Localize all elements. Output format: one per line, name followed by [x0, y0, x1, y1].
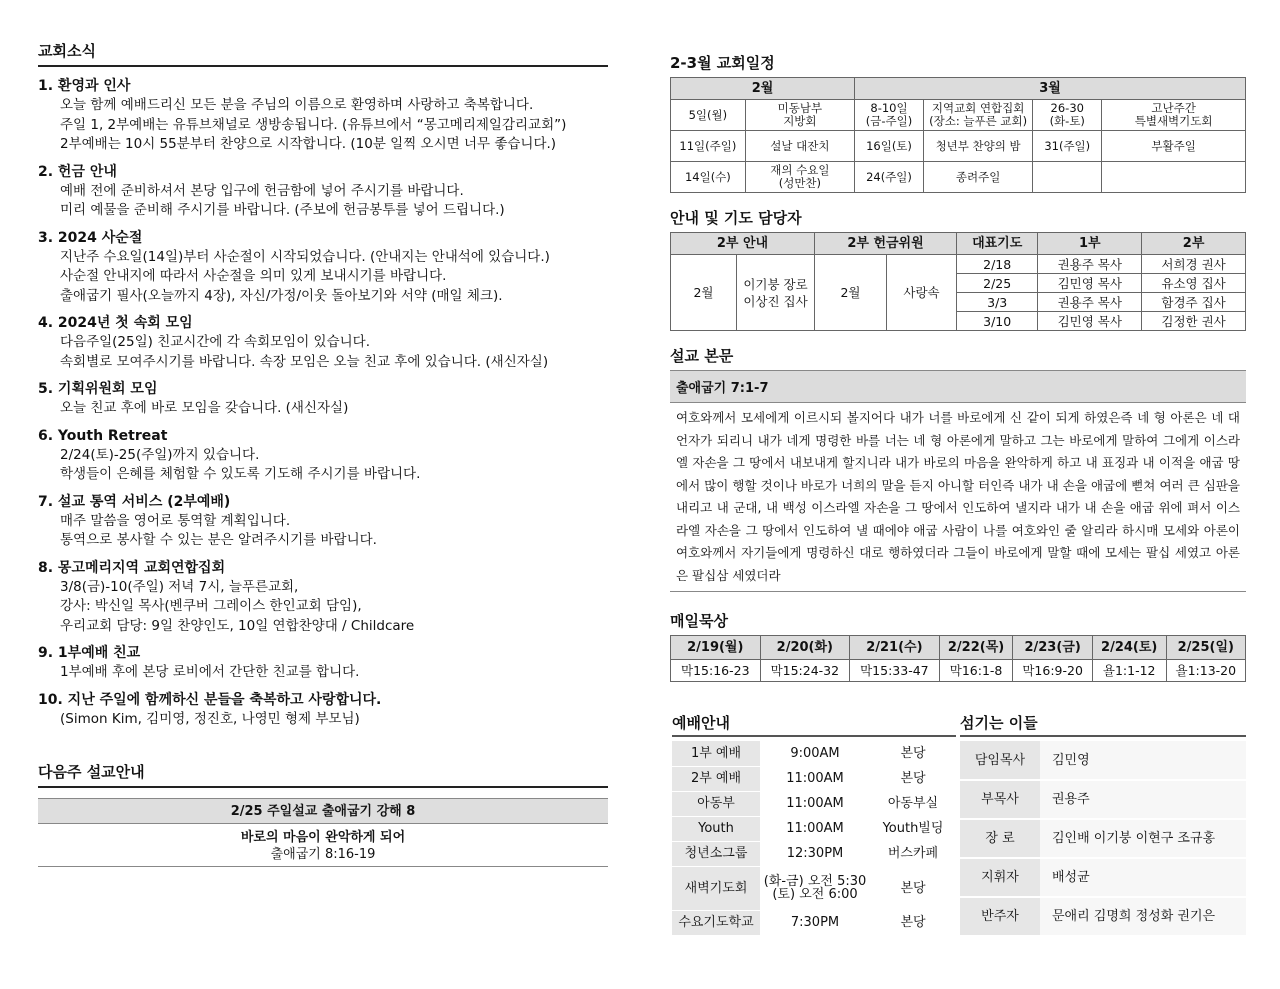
notice-heading: 1. 환영과 인사 — [38, 78, 131, 94]
daily-passage: 막15:33-47 — [850, 660, 940, 682]
duty-header-offering: 2부 헌금위원 — [815, 233, 957, 255]
server-row — [960, 858, 1246, 897]
worship-cell: 수요기도학교 — [672, 910, 760, 935]
schedule-cell: 11일(주일) — [671, 131, 746, 162]
notice-item — [38, 691, 608, 730]
server-names: 권용주 — [1040, 780, 1246, 819]
notice-line: 주일 1, 2부예배는 유튜브채널로 생방송됩니다. (유튜브에서 “몽고메리제일감리교회”) — [60, 116, 567, 133]
duty-row — [671, 255, 1246, 274]
duty-cell: 김정한 권사 — [1142, 312, 1246, 331]
duty-offering-month: 2월 — [815, 255, 887, 331]
servers-section — [960, 712, 1246, 937]
notice-line: 2/24(토)-25(주일)까지 있습니다. — [60, 446, 260, 463]
duty-table — [670, 232, 1246, 331]
schedule-cell: 종려주일 — [924, 162, 1033, 193]
duty-guide-names: 이기붕 장로 이상진 집사 — [737, 255, 815, 331]
notice-line: 오늘 함께 예배드리신 모든 분을 주님의 이름으로 환영하며 사랑하고 축복합니다. — [60, 97, 534, 113]
server-row — [960, 741, 1246, 780]
notice-line: 출애굽기 필사(오늘까지 4장), 자신/가정/이웃 돌아보기와 서약 (매일 체크). — [60, 287, 503, 304]
schedule-cell: 재의 수요일 (성만찬) — [745, 162, 854, 193]
schedule-cell: 31(주일) — [1033, 131, 1102, 162]
notice-heading: 2. 헌금 안내 — [38, 163, 117, 180]
schedule-cell: 부활주일 — [1102, 131, 1246, 162]
duty-offering-names: 사랑속 — [887, 255, 957, 331]
notice-heading: 7. 설교 통역 서비스 (2부예배) — [38, 493, 231, 510]
notice-item — [38, 493, 608, 551]
worship-cell: 본당 — [870, 866, 956, 910]
duty-header-first: 1부 — [1038, 233, 1142, 255]
server-role: 지휘자 — [960, 858, 1040, 897]
worship-cell: 1부 예배 — [672, 741, 760, 766]
next-sermon-title: 다음주 설교안내 — [38, 761, 608, 788]
duty-guide-month: 2월 — [671, 255, 737, 331]
worship-row — [672, 766, 956, 791]
server-names: 김인배 이기붕 이현구 조규홍 — [1040, 819, 1246, 858]
notice-item — [38, 163, 608, 221]
worship-row — [672, 791, 956, 816]
sermon-text: 여호와께서 모세에게 이르시되 볼지어다 내가 너를 바로에게 신 같이 되게 하였은즉 네 형 아론은 네 대언자가 되리니 내가 네게 명령한 바를 너는 네 형 아론에게 말하고 그는 바로에게 말하여 그에게 이스라엘 자손을 그 땅에서 내보내게 할지니라 내가 바로의 마음을 완악하게 하고 내 표징과 내 이적을 애굽 땅에서 많이 행할 것이나 바로가 너희의 말을 듣지 아니할 터인즉 내가 내 손을 애굽에 뻗쳐 여러 큰 심판을 내리고 내 군대, 내 백성 이스라엘 자손을 그 땅에서 인도하여 낼지라 내가 내 손을 애굽 위에 펴서 이스라엘 자손을 그 땅에서 인도하여 낼 때에야 애굽 사람이 나를 여호와인 줄 알리라 하시매 모세와 아론이 여호와께서 자기들에게 명령하신 대로 행하였더라 그들이 바로에게 말할 때에 모세는 팔십 세였고 아론은 팔십삼 세였더라 — [670, 403, 1246, 592]
next-sermon-header: 2/25 주일설교 출애굽기 강해 8 — [38, 798, 608, 824]
notices-title: 교회소식 — [38, 40, 608, 67]
notice-heading: 5. 기획위원회 모임 — [38, 381, 158, 397]
notice-line: 오늘 친교 후에 바로 모임을 갖습니다. (새신자실) — [60, 400, 349, 416]
server-role: 반주자 — [960, 897, 1040, 936]
notice-line: 지난주 수요일(14일)부터 사순절이 시작되었습니다. (안내지는 안내석에 있습니다.) — [60, 248, 550, 265]
schedule-cell — [1102, 162, 1246, 193]
duty-header-second: 2부 — [1142, 233, 1246, 255]
schedule-row — [671, 100, 1246, 131]
notice-item — [38, 380, 608, 419]
notice-line: 예배 전에 준비하셔서 본당 입구에 헌금함에 넣어 주시기를 바랍니다. — [60, 182, 464, 199]
duty-header-guide: 2부 안내 — [671, 233, 815, 255]
duty-cell: 유소영 집사 — [1142, 274, 1246, 293]
notice-line: 사순절 안내지에 따라서 사순절을 의미 있게 보내시기를 바랍니다. — [60, 268, 447, 284]
next-sermon-passage: 출애굽기 8:16-19 — [270, 847, 376, 862]
notice-item — [38, 644, 608, 683]
notice-item — [38, 427, 608, 485]
daily-table — [670, 635, 1246, 682]
server-role: 부목사 — [960, 780, 1040, 819]
notice-line: 매주 말씀을 영어로 통역할 계획입니다. — [60, 512, 291, 529]
notice-item — [38, 77, 608, 155]
worship-cell: 본당 — [870, 910, 956, 935]
worship-cell: 11:00AM — [760, 791, 870, 816]
daily-date: 2/21(수) — [850, 636, 940, 660]
schedule-cell: 미동남부 지방회 — [745, 100, 854, 131]
duty-cell: 3/10 — [957, 312, 1038, 331]
daily-date: 2/19(월) — [671, 636, 761, 660]
worship-title: 예배안내 — [672, 712, 956, 737]
server-role: 담임목사 — [960, 741, 1040, 780]
worship-row — [672, 910, 956, 935]
worship-cell: 청년소그룹 — [672, 841, 760, 866]
daily-date: 2/23(금) — [1013, 636, 1092, 660]
next-sermon-name: 바로의 마음이 완악하게 되어 — [240, 830, 406, 845]
notice-line: 1부예배 후에 본당 로비에서 간단한 친교를 합니다. — [60, 664, 360, 680]
worship-cell: (화-금) 오전 5:30 (토) 오전 6:00 — [760, 866, 870, 910]
notice-heading: 6. Youth Retreat — [38, 427, 168, 444]
daily-passage: 막16:9-20 — [1013, 660, 1092, 682]
duty-cell: 3/3 — [957, 293, 1038, 312]
notice-line: 우리교회 담당: 9일 찬양인도, 10일 연합찬양대 / Childcare — [60, 617, 415, 634]
daily-passage: 욜1:1-12 — [1092, 660, 1166, 682]
duty-cell: 권용주 목사 — [1038, 255, 1142, 274]
notice-item — [38, 559, 608, 637]
next-sermon-body — [38, 824, 608, 867]
server-names: 문애리 김명희 정성화 권기은 — [1040, 897, 1246, 936]
schedule-mar-header: 3월 — [855, 78, 1246, 100]
daily-passage: 막15:24-32 — [760, 660, 850, 682]
server-names: 김민영 — [1040, 741, 1246, 780]
worship-row — [672, 841, 956, 866]
worship-row — [672, 866, 956, 910]
daily-passage: 막15:16-23 — [671, 660, 761, 682]
worship-cell: 12:30PM — [760, 841, 870, 866]
schedule-row — [671, 131, 1246, 162]
schedule-cell: 청년부 찬양의 밤 — [924, 131, 1033, 162]
worship-row — [672, 816, 956, 841]
notice-heading: 8. 몽고메리지역 교회연합집회 — [38, 559, 226, 576]
notice-item — [38, 314, 608, 372]
schedule-cell: 지역교회 연합집회 (장소: 늘푸른 교회) — [924, 100, 1033, 131]
notice-line: 2부예배는 10시 55분부터 찬양으로 시작합니다. (10분 일찍 오시면 너무 좋습니다.) — [60, 136, 557, 152]
worship-cell: 9:00AM — [760, 741, 870, 766]
schedule-cell: 14일(수) — [671, 162, 746, 193]
schedule-cell — [1033, 162, 1102, 193]
daily-title: 매일묵상 — [670, 612, 728, 630]
duty-cell: 김민영 목사 — [1038, 312, 1142, 331]
notice-heading: 3. 2024 사순절 — [38, 229, 143, 246]
duty-cell: 김민영 목사 — [1038, 274, 1142, 293]
sermon-title: 설교 본문 — [670, 347, 734, 365]
notice-line: (Simon Kim, 김미영, 정진호, 나영민 형제 부모님) — [60, 710, 360, 727]
server-row — [960, 819, 1246, 858]
daily-passage: 욜1:13-20 — [1166, 660, 1245, 682]
schedule-cell: 24(주일) — [855, 162, 924, 193]
duty-cell: 2/25 — [957, 274, 1038, 293]
duty-cell: 서희경 권사 — [1142, 255, 1246, 274]
notice-line: 통역으로 봉사할 수 있는 분은 알려주시기를 바랍니다. — [60, 532, 377, 548]
schedule-table — [670, 77, 1246, 193]
worship-cell: 11:00AM — [760, 816, 870, 841]
duty-title: 안내 및 기도 담당자 — [670, 209, 802, 227]
schedule-cell: 고난주간 특별새벽기도회 — [1102, 100, 1246, 131]
schedule-cell: 26-30 (화-토) — [1033, 100, 1102, 131]
notice-heading: 9. 1부예배 친교 — [38, 645, 141, 661]
server-names: 배성균 — [1040, 858, 1246, 897]
duty-cell: 권용주 목사 — [1038, 293, 1142, 312]
sermon-passage: 출애굽기 7:1-7 — [670, 370, 1246, 403]
schedule-cell: 설날 대잔치 — [745, 131, 854, 162]
server-row — [960, 780, 1246, 819]
info-column — [670, 40, 1246, 682]
worship-cell: 11:00AM — [760, 766, 870, 791]
notice-heading: 4. 2024년 첫 속회 모임 — [38, 315, 193, 331]
worship-row — [672, 741, 956, 766]
schedule-cell: 16일(토) — [855, 131, 924, 162]
worship-cell: 본당 — [870, 766, 956, 791]
worship-cell: 버스카페 — [870, 841, 956, 866]
worship-cell: 새벽기도회 — [672, 866, 760, 910]
server-role: 장 로 — [960, 819, 1040, 858]
schedule-feb-header: 2월 — [671, 78, 855, 100]
worship-section — [672, 712, 956, 936]
worship-table — [672, 741, 956, 936]
worship-cell: 아동부실 — [870, 791, 956, 816]
notices-column — [38, 40, 608, 867]
worship-cell: 아동부 — [672, 791, 760, 816]
duty-cell: 함경주 집사 — [1142, 293, 1246, 312]
notice-list — [38, 77, 608, 729]
daily-date: 2/25(일) — [1166, 636, 1245, 660]
daily-date: 2/22(목) — [939, 636, 1013, 660]
server-row — [960, 897, 1246, 936]
next-sermon-box — [38, 798, 608, 867]
worship-cell: 7:30PM — [760, 910, 870, 935]
notice-heading: 10. 지난 주일에 함께하신 분들을 축복하고 사랑합니다. — [38, 691, 382, 708]
schedule-title: 2-3월 교회일정 — [670, 54, 775, 72]
daily-date: 2/20(화) — [760, 636, 850, 660]
duty-header-prayer: 대표기도 — [957, 233, 1038, 255]
worship-cell: 2부 예배 — [672, 766, 760, 791]
notice-line: 다음주일(25일) 친교시간에 각 속회모임이 있습니다. — [60, 334, 370, 350]
servers-table — [960, 741, 1246, 937]
notice-item — [38, 229, 608, 307]
servers-title: 섬기는 이들 — [960, 712, 1246, 737]
daily-date: 2/24(토) — [1092, 636, 1166, 660]
notice-line: 속회별로 모여주시기를 바랍니다. 속장 모임은 오늘 친교 후에 있습니다. (새신자실) — [60, 353, 549, 370]
duty-cell: 2/18 — [957, 255, 1038, 274]
worship-cell: Youth — [672, 816, 760, 841]
notice-line: 3/8(금)-10(주일) 저녁 7시, 늘푸른교회, — [60, 578, 299, 595]
notice-line: 학생들이 은혜를 체험할 수 있도록 기도해 주시기를 바랍니다. — [60, 466, 421, 482]
worship-cell: Youth빌딩 — [870, 816, 956, 841]
schedule-row — [671, 162, 1246, 193]
daily-passage: 막16:1-8 — [939, 660, 1013, 682]
worship-cell: 본당 — [870, 741, 956, 766]
schedule-cell: 5일(월) — [671, 100, 746, 131]
schedule-cell: 8-10일 (금-주일) — [855, 100, 924, 131]
notice-line: 강사: 박신일 목사(벤쿠버 그레이스 한인교회 담임), — [60, 598, 362, 614]
notice-line: 미리 예물을 준비해 주시기를 바랍니다. (주보에 헌금봉투를 넣어 드립니다.) — [60, 202, 505, 218]
